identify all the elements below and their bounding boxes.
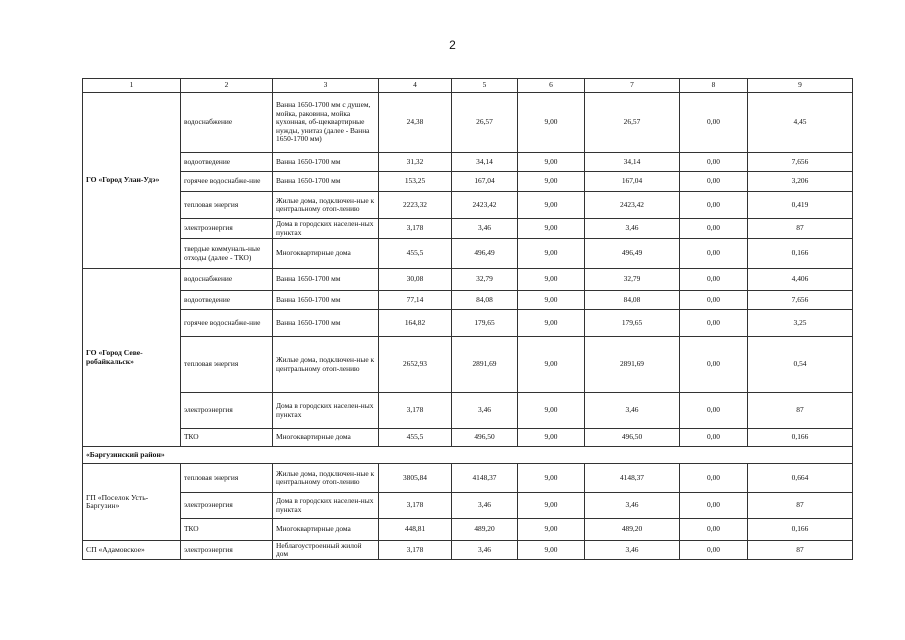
district-label: «Баргузинский район»	[83, 447, 853, 464]
value-cell: 0,00	[680, 93, 748, 153]
value-cell: 3,178	[379, 219, 452, 239]
value-cell: 87	[748, 393, 853, 429]
category-cell: Ванна 1650-1700 мм	[273, 291, 379, 310]
category-cell: Многоквартирные дома	[273, 239, 379, 269]
value-cell: 3,46	[452, 541, 518, 560]
column-header: 4	[379, 79, 452, 93]
table-row	[83, 429, 853, 447]
value-cell: 9,00	[518, 291, 585, 310]
table-row	[83, 310, 853, 337]
value-cell: 167,04	[585, 172, 680, 192]
value-cell: 2891,69	[585, 337, 680, 393]
district-row	[83, 447, 853, 464]
value-cell: 3,46	[585, 541, 680, 560]
value-cell: 0,00	[680, 219, 748, 239]
value-cell: 9,00	[518, 393, 585, 429]
municipality-cell: ГО «Город Улан-Удэ»	[83, 93, 181, 269]
value-cell: 26,57	[585, 93, 680, 153]
value-cell: 9,00	[518, 93, 585, 153]
value-cell: 84,08	[452, 291, 518, 310]
value-cell: 9,00	[518, 192, 585, 219]
value-cell: 496,49	[452, 239, 518, 269]
value-cell: 3,46	[585, 219, 680, 239]
value-cell: 4148,37	[452, 464, 518, 493]
value-cell: 455,5	[379, 239, 452, 269]
value-cell: 3,46	[585, 493, 680, 519]
value-cell: 2423,42	[452, 192, 518, 219]
category-cell: Жилые дома, подключен-ные к центральному отоп-лению	[273, 192, 379, 219]
value-cell: 448,81	[379, 519, 452, 541]
value-cell: 3,206	[748, 172, 853, 192]
value-cell: 167,04	[452, 172, 518, 192]
category-cell: Жилые дома, подключен-ные к центральному отоп-лению	[273, 337, 379, 393]
value-cell: 3,46	[452, 393, 518, 429]
table-row	[83, 239, 853, 269]
service-cell: водоотведение	[181, 153, 273, 172]
column-header: 1	[83, 79, 181, 93]
value-cell: 0,00	[680, 172, 748, 192]
value-cell: 7,656	[748, 291, 853, 310]
category-cell: Многоквартирные дома	[273, 429, 379, 447]
value-cell: 489,20	[585, 519, 680, 541]
value-cell: 32,79	[585, 269, 680, 291]
value-cell: 34,14	[452, 153, 518, 172]
service-cell: ТКО	[181, 429, 273, 447]
municipality-cell: СП «Адамовское»	[83, 541, 181, 560]
value-cell: 32,79	[452, 269, 518, 291]
category-cell: Ванна 1650-1700 мм с душем, мойка, раковина, мойка кухонная, об-щеквартирные нужды, унитаз (далее - Ванна 1650-1700 мм)	[273, 93, 379, 153]
table-row	[83, 153, 853, 172]
value-cell: 496,50	[585, 429, 680, 447]
header-row	[83, 79, 853, 93]
service-cell: водоснабжение	[181, 269, 273, 291]
value-cell: 26,57	[452, 93, 518, 153]
value-cell: 34,14	[585, 153, 680, 172]
value-cell: 3,178	[379, 541, 452, 560]
value-cell: 0,00	[680, 464, 748, 493]
value-cell: 30,08	[379, 269, 452, 291]
value-cell: 0,00	[680, 291, 748, 310]
column-header: 8	[680, 79, 748, 93]
table-row	[83, 493, 853, 519]
table-row	[83, 541, 853, 560]
service-cell: электроэнергия	[181, 541, 273, 560]
table-row	[83, 393, 853, 429]
value-cell: 496,50	[452, 429, 518, 447]
service-cell: водоснабжение	[181, 93, 273, 153]
value-cell: 0,00	[680, 519, 748, 541]
value-cell: 153,25	[379, 172, 452, 192]
service-cell: тепловая энергия	[181, 192, 273, 219]
column-header: 6	[518, 79, 585, 93]
service-cell: твердые коммуналь-ные отходы (далее - ТКО)	[181, 239, 273, 269]
service-cell: электроэнергия	[181, 393, 273, 429]
value-cell: 3,46	[452, 219, 518, 239]
category-cell: Ванна 1650-1700 мм	[273, 310, 379, 337]
category-cell: Дома в городских населен-ных пунктах	[273, 493, 379, 519]
value-cell: 2223,32	[379, 192, 452, 219]
value-cell: 0,166	[748, 429, 853, 447]
value-cell: 2891,69	[452, 337, 518, 393]
value-cell: 9,00	[518, 219, 585, 239]
municipality-cell: ГП «Поселок Усть-Баргузин»	[83, 464, 181, 541]
service-cell: водоотведение	[181, 291, 273, 310]
category-cell: Ванна 1650-1700 мм	[273, 269, 379, 291]
value-cell: 9,00	[518, 519, 585, 541]
value-cell: 164,82	[379, 310, 452, 337]
value-cell: 179,65	[452, 310, 518, 337]
value-cell: 0,664	[748, 464, 853, 493]
value-cell: 9,00	[518, 464, 585, 493]
service-cell: электроэнергия	[181, 219, 273, 239]
value-cell: 496,49	[585, 239, 680, 269]
table-row	[83, 192, 853, 219]
value-cell: 0,419	[748, 192, 853, 219]
service-cell: ТКО	[181, 519, 273, 541]
value-cell: 0,00	[680, 239, 748, 269]
value-cell: 4148,37	[585, 464, 680, 493]
category-cell: Ванна 1650-1700 мм	[273, 172, 379, 192]
value-cell: 0,166	[748, 519, 853, 541]
value-cell: 0,00	[680, 541, 748, 560]
municipality-cell: ГО «Город Севе-робайкальск»	[83, 269, 181, 447]
value-cell: 9,00	[518, 429, 585, 447]
value-cell: 0,54	[748, 337, 853, 393]
value-cell: 24,38	[379, 93, 452, 153]
value-cell: 77,14	[379, 291, 452, 310]
table-row	[83, 269, 853, 291]
value-cell: 87	[748, 219, 853, 239]
value-cell: 3,46	[585, 393, 680, 429]
service-cell: электроэнергия	[181, 493, 273, 519]
category-cell: Ванна 1650-1700 мм	[273, 153, 379, 172]
value-cell: 0,00	[680, 310, 748, 337]
value-cell: 31,32	[379, 153, 452, 172]
value-cell: 9,00	[518, 153, 585, 172]
value-cell: 9,00	[518, 239, 585, 269]
service-cell: горячее водоснабже-ние	[181, 310, 273, 337]
category-cell: Неблагоустроенный жилой дом	[273, 541, 379, 560]
table-row	[83, 291, 853, 310]
column-header: 5	[452, 79, 518, 93]
category-cell: Жилые дома, подключен-ные к центральному отоп-лению	[273, 464, 379, 493]
value-cell: 2423,42	[585, 192, 680, 219]
table-row	[83, 219, 853, 239]
value-cell: 3,25	[748, 310, 853, 337]
value-cell: 2652,93	[379, 337, 452, 393]
value-cell: 84,08	[585, 291, 680, 310]
value-cell: 489,20	[452, 519, 518, 541]
value-cell: 0,00	[680, 337, 748, 393]
value-cell: 3805,84	[379, 464, 452, 493]
value-cell: 0,00	[680, 429, 748, 447]
value-cell: 0,00	[680, 493, 748, 519]
value-cell: 3,178	[379, 493, 452, 519]
category-cell: Дома в городских населен-ных пунктах	[273, 219, 379, 239]
value-cell: 0,00	[680, 192, 748, 219]
value-cell: 9,00	[518, 337, 585, 393]
value-cell: 9,00	[518, 541, 585, 560]
page-number: 2	[449, 38, 456, 52]
service-cell: горячее водоснабже-ние	[181, 172, 273, 192]
value-cell: 0,00	[680, 393, 748, 429]
value-cell: 0,166	[748, 239, 853, 269]
value-cell: 3,178	[379, 393, 452, 429]
column-header: 7	[585, 79, 680, 93]
value-cell: 4,406	[748, 269, 853, 291]
column-header: 2	[181, 79, 273, 93]
table-body	[83, 79, 853, 560]
value-cell: 4,45	[748, 93, 853, 153]
value-cell: 455,5	[379, 429, 452, 447]
table-row	[83, 93, 853, 153]
value-cell: 87	[748, 493, 853, 519]
service-cell: тепловая энергия	[181, 337, 273, 393]
value-cell: 0,00	[680, 153, 748, 172]
value-cell: 87	[748, 541, 853, 560]
table-row	[83, 519, 853, 541]
category-cell: Многоквартирные дома	[273, 519, 379, 541]
category-cell: Дома в городских населен-ных пунктах	[273, 393, 379, 429]
value-cell: 3,46	[452, 493, 518, 519]
value-cell: 0,00	[680, 269, 748, 291]
table-row	[83, 464, 853, 493]
tariff-table	[82, 78, 853, 560]
column-header: 9	[748, 79, 853, 93]
column-header: 3	[273, 79, 379, 93]
value-cell: 7,656	[748, 153, 853, 172]
service-cell: тепловая энергия	[181, 464, 273, 493]
value-cell: 9,00	[518, 172, 585, 192]
table-row	[83, 172, 853, 192]
value-cell: 9,00	[518, 310, 585, 337]
value-cell: 9,00	[518, 269, 585, 291]
table-row	[83, 337, 853, 393]
value-cell: 179,65	[585, 310, 680, 337]
value-cell: 9,00	[518, 493, 585, 519]
